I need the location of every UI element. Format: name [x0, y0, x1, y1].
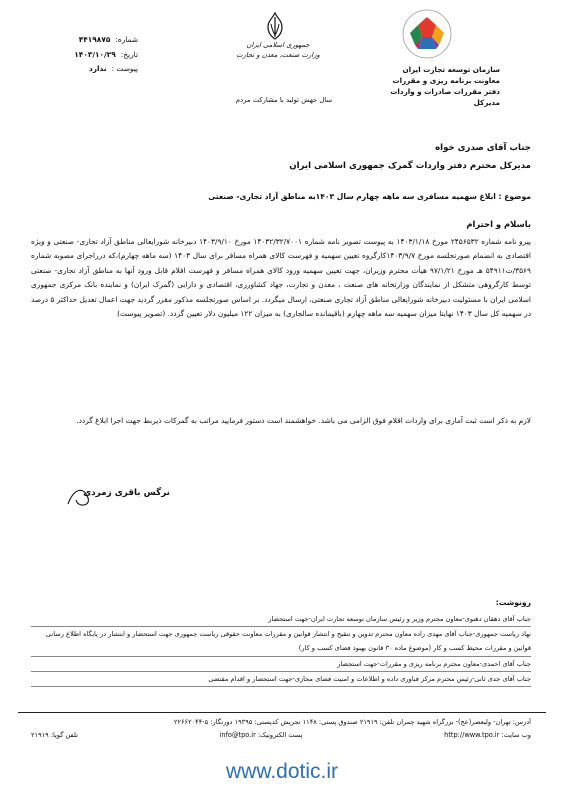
ministry-title [228, 40, 328, 60]
footer-divider [18, 712, 546, 713]
footer-address: آدرس: تهران- ولیعصر(عج)- بزرگراه شهید چمران تلفن: ۲۱۹۱۹ صندوق پستی: ۱۱۴۸ تجریش کدپستی: ۱۹۳۹۵ دورنگار: ۵-۲۲۶۶۲۰۴۴ [173, 718, 531, 726]
dotic-link[interactable]: www.dotic.ir [225, 760, 339, 783]
cc-list [31, 612, 531, 687]
org-line: مدیرکل [473, 98, 500, 107]
meta-attachment [28, 62, 138, 77]
organization-header [360, 64, 500, 108]
footer-website[interactable]: وب سایت: http://www.tpo.ir [444, 730, 531, 739]
cc-title: رونوشت: [495, 598, 531, 607]
letter-footer [31, 716, 531, 741]
addressee [31, 139, 531, 175]
meta-number-label: شماره: [115, 35, 138, 44]
body-paragraph-1: پیرو نامه شماره ۲۴۵۶۵۳۲ مورخ ۱۴۰۳/۱/۱۸ به پیوست تصویر نامه شماره ۱۴۰۳۲/۳۲/۷۰۰۱ مورخ ۱۴۰۳/۹/۱۰ دبیرخانه شورایعالی مناطق آزاد تجاری- صنعتی و ویژه اقتصادی به انضمام صورتجلسه مورخ ۱۴۰۳/۹/۷کارگروه تعیین سهمیه و فهرست کالای همراه مسافر برای سال ۱۴۰۳ (سه ماهه چهارم)،که درراجرای مصوبه شماره ۳۵۶۹/ت۵۴۹۱۱ هـ مورخ ۹۷/۱/۲۱ هیأت محترم وزیران، جهت تعیین سهمیه ورود کالای همراه مسافر و فهرست اقلام قابل ورود آنها به مناطق آزاد تجاری- صنعتی توسط کارگروهی متشکل از نمایندگان وزارتخانه های صنعت ، معدن و تجارت، جهاد کشاورزی، اقتصادی و دارایی (گمرک ایران) و نماینده بانک مرکزی جمهوری اسلامی ایران با مسئولیت دبیرخانه شورایعالی مناطق آزاد تجاری صنعتی، ارسال میگردد. بر اساس صورتجلسه مذکور مقرر گردید جهت اعمال تعدیل حداکثر ۵ درصد در سهمیه کل سال ۱۴۰۳ نهایتا میزان سهمیه سه ماهه چهارم (باقیمانده سالجاری) به میزان ۱۲۲ میلیون دلار تعیین گردد. (تصویر پیوست) [31, 237, 531, 319]
letter-subject: موضوع : ابلاغ سهمیه مسافری سه ماهه چهارم سال ۱۴۰۳به مناطق آزاد تجاری- صنعتی [208, 192, 531, 201]
addressee-name: جناب آقای صدری خواه [435, 143, 531, 153]
letter-meta [28, 33, 138, 77]
signature-block [64, 480, 174, 512]
cc-item: جناب آقای جدی ثانی-رئیس محترم مرکز فناوری داده و اطلاعات و امنیت فضای مجازی-جهت استحضار و اقدام مقتضی [31, 672, 531, 687]
meta-attachment-label: پیوست : [111, 64, 138, 73]
year-motto: سال جهش تولید با مشارکت مردم [235, 96, 333, 104]
tpo-logo [392, 5, 462, 63]
body-paragraph-2: لازم به ذکر است ثبت آماری برای واردات اقلام فوق الزامی می باشد. خواهشمند است دستور فرمایید مراتب به گمرکات ذیربط جهت اجرا ابلاغ گردد. [76, 416, 531, 425]
footer-phone: تلفن گویا: ۲۱۹۱۹ [31, 730, 78, 739]
cc-item: نهاد ریاست جمهوری-جناب آقای مهدی زاده معاون محترم تدوین و تنقیح و انتشار قوانین و مقررات معاونت حقوقی ریاست جمهوری جهت استحضار و انتشار در پایگاه اطلاع رسانی قوانین و مقررات محیط کسب و کار (موضوع ماده ۳۰ قانون بهبود فضای کسب و کار) [31, 627, 531, 656]
ministry-line: جمهوری اسلامی ایران [246, 41, 310, 49]
iran-emblem-icon [262, 11, 288, 41]
meta-attachment-value: ندارد [88, 64, 107, 73]
cc-item: جناب آقای احمدی-معاون محترم برنامه ریزی و مقررات-جهت استحضار [31, 657, 531, 672]
addressee-title: مدیرکل محترم دفتر واردات گمرک جمهوری اسلامی ایران [289, 161, 531, 171]
meta-date [28, 48, 138, 63]
org-line: دفتر مقررات صادرات و واردات [390, 87, 500, 96]
cc-item: جناب آقای دهقان دهنوی-معاون محترم وزیر و رئیس سازمان توسعه تجارت ایران-جهت استحضار [31, 612, 531, 627]
ministry-line: وزارت صنعت، معدن و تجارت [236, 51, 320, 59]
org-line: سازمان توسعه تجارت ایران [402, 65, 500, 74]
greeting: باسلام و احترام [466, 219, 531, 229]
org-line: معاونت برنامه ریزی و مقررات [392, 76, 500, 85]
signer-name: نرگس باقری زمردی [83, 488, 170, 498]
meta-number [28, 33, 138, 48]
footer-contacts [31, 729, 531, 742]
meta-date-value: ۱۴۰۳/۱۰/۲۹ [74, 49, 116, 59]
meta-date-label: تاریخ: [120, 49, 138, 59]
meta-number-value: ۴۴۱۹۸۷۵ [78, 35, 111, 44]
footer-email[interactable]: پست الکترونیک: info@tpo.ir [219, 730, 303, 739]
